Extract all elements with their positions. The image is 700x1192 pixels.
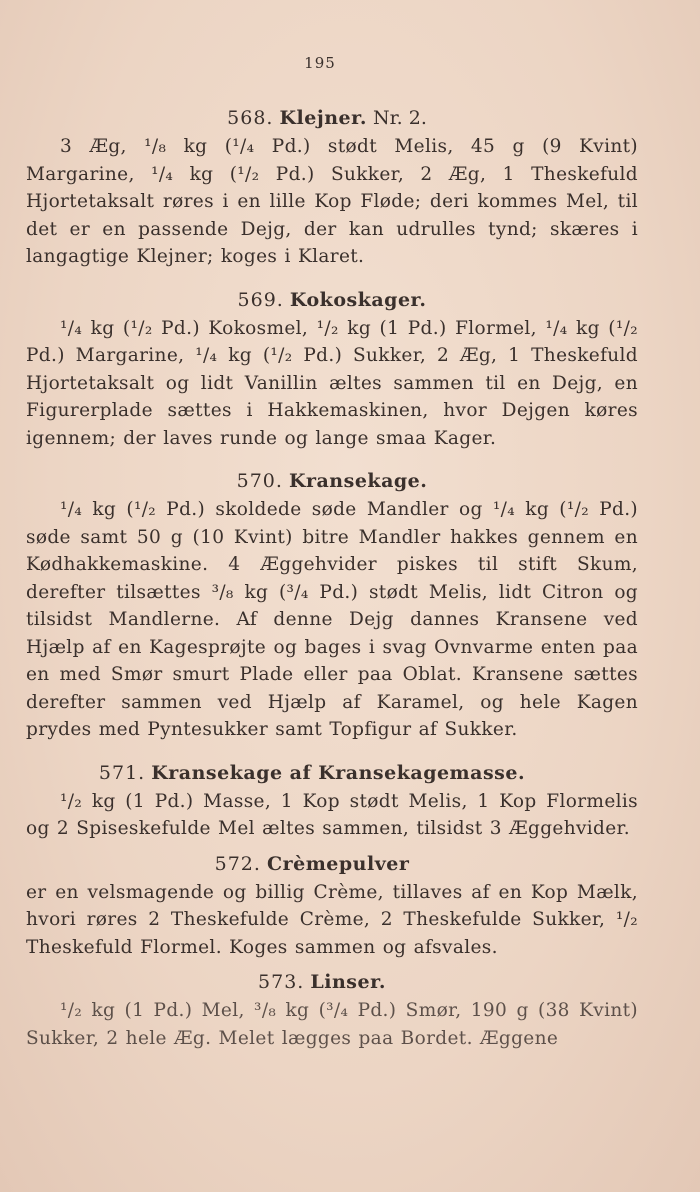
recipe-title [26,103,638,133]
recipe-text: ¹/₄ kg (¹/₂ Pd.) Kokosmel, ¹/₂ kg (1 Pd.) Flormel, ¹/₄ kg (¹/₂ Pd.) Margarine, ¹/₄ kg (¹/₂ Pd.) Sukker, 2 Æg, 1 Theskefuld Hjortetaksalt og lidt Vanillin æltes sammen til en Dejg, en Figurerplade sættes i Hakkemaskinen, hvor Dejgen køres igennem; der laves runde og lange smaa Kager. [26,317,638,449]
page-text [26,103,638,1066]
recipe-title [26,758,638,788]
recipe-text: ¹/₄ kg (¹/₂ Pd.) skoldede søde Mandler og ¹/₄ kg (¹/₂ Pd.) søde samt 50 g (10 Kvint) bitre Mandler hakkes gennem en Kødhakkemaskine. 4 Æggehvider piskes til stift Skum, derefter tilsættes ³/₈ kg (³/₄ Pd.) stødt Melis, lidt Citron og tilsidst Mandlerne. Af denne Dejg dannes Kransene ved Hjælp af en Kagesprøjte og bages i svag Ovnvarme enten paa en med Smør smurt Plade eller paa Oblat. Kransene sættes derefter sammen ved Hjælp af Karamel, og hele Kagen prydes med Pyntesukker samt Topfigur af Sukker. [26,499,638,740]
recipe-number: 571. [98,761,146,784]
recipe-text: ¹/₂ kg (1 Pd.) Mel, ³/₈ kg (³/₄ Pd.) Smør, 190 g (38 Kvint) Sukker, 2 hele Æg. Melet lægges paa Bordet. Æggene [26,1000,638,1049]
recipe-name: Linser. [310,971,386,993]
page-number: 195 [304,54,336,72]
recipe-number: 570. [236,470,283,492]
recipe-subtitle: Nr. 2. [373,107,427,129]
recipe-text: 3 Æg, ¹/₈ kg (¹/₄ Pd.) stødt Melis, 45 g (9 Kvint) Margarine, ¹/₄ kg (¹/₂ Pd.) Sukker, 2 Æg, 1 Theskefuld Hjortetaksalt røres i en lille Kop Fløde; deri kommes Mel, til det er en passende Dejg, der kan udrulles tynd; skæres i langagtige Klejner; koges i Klaret. [26,136,638,267]
recipe-name: Kransekage af Kransekagemasse. [151,761,526,784]
recipe-title [26,466,638,496]
recipe-number: 573. [258,971,305,993]
recipe-name: Kransekage. [288,470,428,492]
recipe-name: Klejner. [279,107,367,129]
recipe-name: Kokoskager. [289,288,427,311]
recipe-name: Crèmepulver [266,852,410,875]
recipe-text: er en velsmagende og billig Crème, tillaves af en Kop Mælk, hvori røres 2 Theskefulde Crème, 2 Theskefulde Sukker, ¹/₂ Theskefuld Flormel. Koges sammen og afsvales. [26,881,638,958]
recipe-number: 572. [214,852,261,875]
recipe-title [26,967,638,997]
recipe-title [26,849,638,879]
recipe-text: ¹/₂ kg (1 Pd.) Masse, 1 Kop stødt Melis, 1 Kop Flormelis og 2 Spiseskefulde Mel æltes sammen, tilsidst 3 Æggehvider. [26,790,638,839]
recipe-number: 569. [237,288,284,311]
recipe-number: 568. [227,107,274,129]
recipe-title [26,285,638,315]
